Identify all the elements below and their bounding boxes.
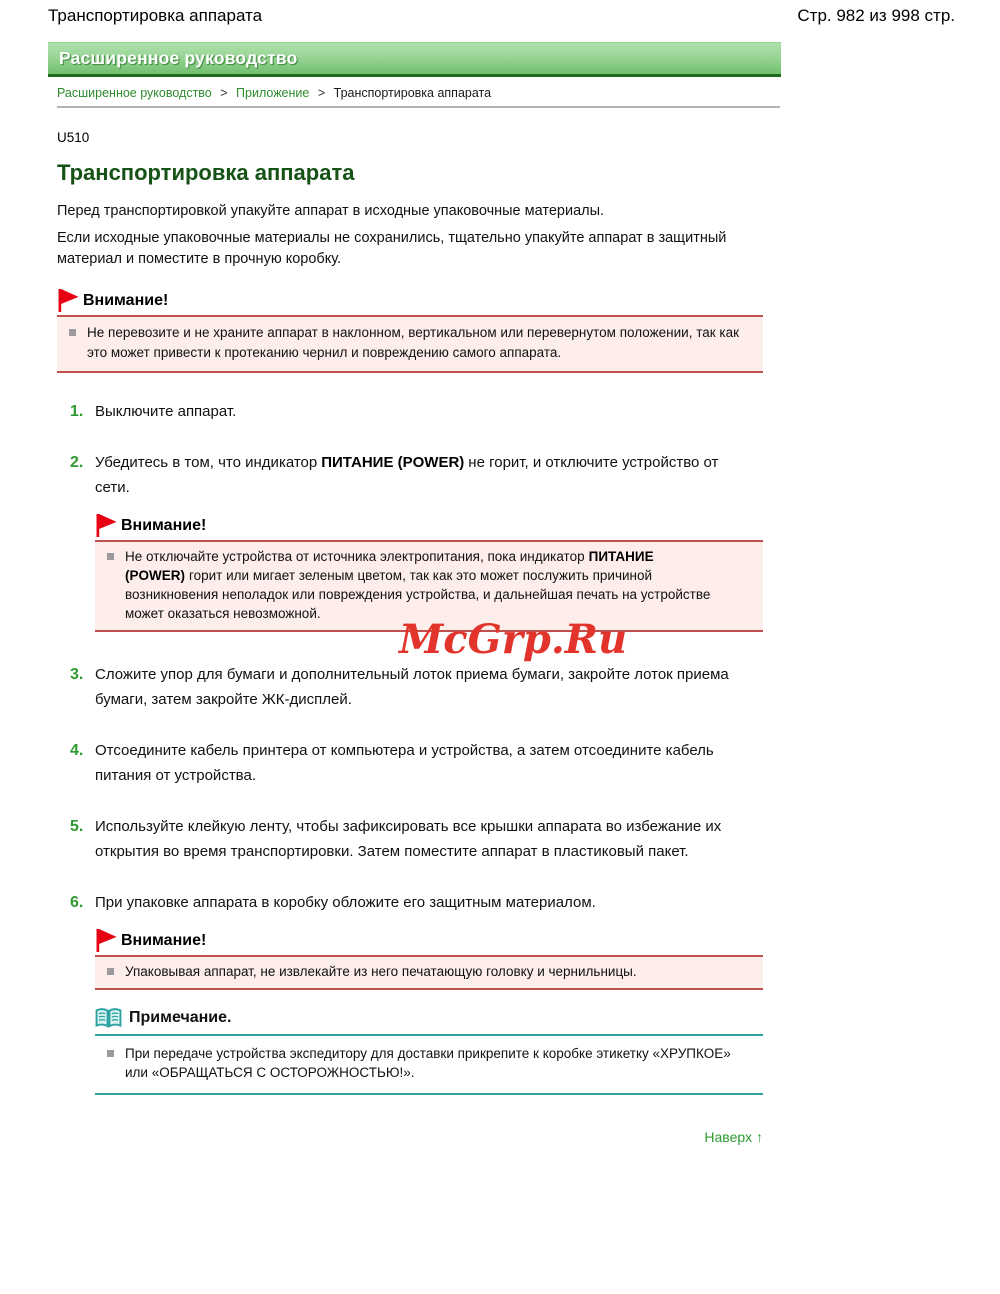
warning-item xyxy=(107,547,749,623)
note-box xyxy=(95,1036,763,1095)
warning-flag-icon xyxy=(95,928,118,953)
breadcrumb-current: Транспортировка аппарата xyxy=(333,86,492,100)
warning-flag-icon xyxy=(57,288,80,313)
banner-title: Расширенное руководство xyxy=(59,48,298,68)
steps-list xyxy=(57,399,781,1095)
page-number-info: Стр. 982 из 998 стр. xyxy=(797,6,955,25)
note-header xyxy=(95,1005,763,1036)
power-indicator-label: ПИТАНИЕ (POWER) xyxy=(125,549,654,583)
open-book-icon xyxy=(95,1007,122,1029)
breadcrumb-link-guide[interactable]: Расширенное руководство xyxy=(57,86,212,100)
bullet-square-icon xyxy=(107,968,114,975)
power-indicator-label: ПИТАНИЕ (POWER) xyxy=(321,454,465,471)
step-1 xyxy=(70,399,781,424)
warning-item xyxy=(107,962,749,981)
warning-block-1 xyxy=(57,288,763,373)
warning-title: Внимание! xyxy=(121,932,207,949)
warning-block-2 xyxy=(95,513,763,632)
warning-header xyxy=(57,288,763,313)
warning-box xyxy=(95,540,763,632)
doc-code: U510 xyxy=(57,130,90,145)
step-text: При упаковке аппарата в коробку обложите его защитным материалом. Внимание! Упаковывая аппарат, не извлекайте из него печатающую головку и чернильницы. Примечание. При передаче устройства экспедитору для доставки прикрепите к коробке этикетку «ХРУПКОЕ» или «ОБРАЩАТЬСЯ С ОСТОРОЖНОСТЬЮ!». xyxy=(95,890,739,1095)
note-item xyxy=(107,1044,749,1082)
page-header xyxy=(0,0,1000,26)
breadcrumb-separator: > xyxy=(220,86,228,100)
bullet-square-icon xyxy=(69,329,76,336)
content-container xyxy=(48,42,781,1145)
site-watermark: McGrp.Ru xyxy=(399,616,628,663)
arrow-up-icon: ↑ xyxy=(756,1129,763,1145)
breadcrumb xyxy=(48,86,781,100)
breadcrumb-separator: > xyxy=(317,86,326,100)
step-number: 3. xyxy=(70,666,84,683)
bullet-square-icon xyxy=(107,1050,114,1057)
step-2 xyxy=(70,450,781,636)
back-to-top xyxy=(57,1129,781,1145)
step-text: Используйте клейкую ленту, чтобы зафиксировать все крышки аппарата во избежание их открытия во время транспортировки. Затем поместите аппарат в пластиковый пакет. xyxy=(95,818,722,860)
back-to-top-link[interactable]: Наверх ↑ xyxy=(704,1129,763,1145)
header-title: Транспортировка аппарата xyxy=(48,6,263,25)
step-text: Отсоедините кабель принтера от компьютера и устройства, а затем отсоедините кабель питания от устройства. xyxy=(95,742,714,784)
step-number: 4. xyxy=(70,742,84,759)
step-number: 6. xyxy=(70,894,84,911)
warning-header xyxy=(95,513,763,538)
warning-text: Упаковывая аппарат, не извлекайте из него печатающую головку и чернильницы. xyxy=(125,964,637,979)
article-title: Транспортировка аппарата xyxy=(57,160,355,185)
warning-box xyxy=(95,955,763,990)
step-3 xyxy=(70,662,781,712)
step-text: Убедитесь в том, что индикатор ПИТАНИЕ (POWER) не горит, и отключите устройство от сети. Внимание! Не отключайте устройства от источника электропитания, пока индикатор ПИТАНИЕ (POWER) горит или мигает зеленым цветом, так как это может послужить причиной возникновения неполадок или повреждения устройства, и дальнейшая печать на устройстве может оказаться невозможной. xyxy=(95,450,739,636)
step-number: 2. xyxy=(70,454,84,471)
intro-paragraph: Если исходные упаковочные материалы не сохранились, тщательно упакуйте аппарат в защитный материал и поместите в прочную коробку. xyxy=(57,230,727,267)
article-body xyxy=(48,130,781,1145)
warning-header xyxy=(95,928,763,953)
note-block xyxy=(95,1005,763,1095)
warning-title: Внимание! xyxy=(121,517,207,534)
breadcrumb-divider xyxy=(57,106,780,108)
note-text: При передаче устройства экспедитору для доставки прикрепите к коробке этикетку «ХРУПКОЕ» или «ОБРАЩАТЬСЯ С ОСТОРОЖНОСТЬЮ!». xyxy=(125,1046,731,1080)
breadcrumb-link-appendix[interactable]: Приложение xyxy=(236,86,310,100)
step-5 xyxy=(70,814,781,864)
step-number: 1. xyxy=(70,403,84,420)
note-title: Примечание. xyxy=(129,1009,232,1026)
step-text: Выключите аппарат. xyxy=(95,403,237,420)
step-6 xyxy=(70,890,781,1095)
manual-banner xyxy=(48,42,781,77)
warning-title: Внимание! xyxy=(83,291,169,309)
bullet-square-icon xyxy=(107,553,114,560)
step-4 xyxy=(70,738,781,788)
step-number: 5. xyxy=(70,818,84,835)
warning-text: Не перевозите и не храните аппарат в наклонном, вертикальном или перевернутом положении, так как это может привести к протеканию чернил и повреждению самого аппарата. xyxy=(87,325,740,360)
warning-item xyxy=(69,323,749,363)
warning-flag-icon xyxy=(95,513,118,538)
warning-box xyxy=(57,315,763,373)
warning-text: Не отключайте устройства от источника электропитания, пока индикатор ПИТАНИЕ (POWER) горит или мигает зеленым цветом, так как это может послужить причиной возникновения неполадок или повреждения устройства, и дальнейшая печать на устройстве может оказаться невозможной. xyxy=(125,549,711,621)
warning-block-3 xyxy=(95,928,763,990)
step-text: Сложите упор для бумаги и дополнительный лоток приема бумаги, закройте лоток приема бумаги, затем закройте ЖК-дисплей. xyxy=(95,666,729,708)
intro-paragraph: Перед транспортировкой упакуйте аппарат в исходные упаковочные материалы. xyxy=(57,203,605,219)
